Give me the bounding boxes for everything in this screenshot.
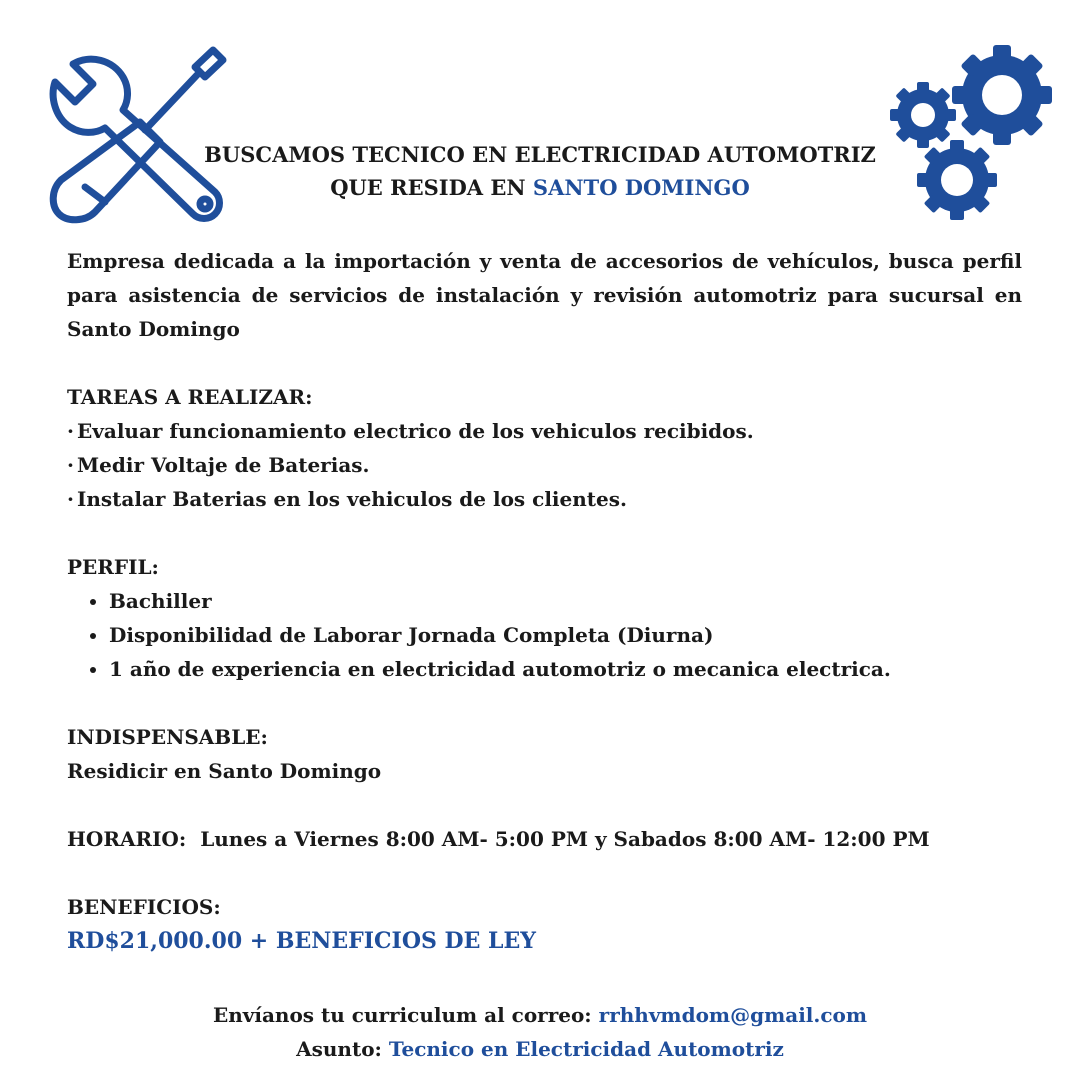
gears-icon — [885, 40, 1055, 230]
contact-footer — [0, 998, 1080, 1066]
job-description — [67, 244, 1022, 958]
subject-value: Tecnico en Electricidad Automotriz — [388, 1037, 784, 1061]
tareas-heading: TAREAS A REALIZAR: — [67, 385, 313, 409]
title-line-2-prefix: QUE RESIDA EN — [330, 175, 533, 200]
page-title — [200, 138, 880, 204]
beneficios-value: RD$21,000.00 + BENEFICIOS DE LEY — [67, 928, 537, 954]
email-link[interactable]: rrhhvmdom@gmail.com — [598, 1003, 868, 1027]
list-item: • Disponibilidad de Laborar Jornada Completa (Diurna) — [109, 618, 1022, 652]
horario-text: Lunes a Viernes 8:00 AM- 5:00 PM y Sabados 8:00 AM- 12:00 PM — [200, 827, 930, 851]
indispensable-text: Residicir en Santo Domingo — [67, 759, 382, 783]
tareas-list — [67, 414, 1022, 516]
horario-label: HORARIO: — [67, 827, 187, 851]
list-item: · Evaluar funcionamiento electrico de los vehiculos recibidos. — [67, 414, 1022, 448]
title-location: SANTO DOMINGO — [532, 175, 750, 200]
title-line-1: BUSCAMOS TECNICO EN ELECTRICIDAD AUTOMOTRIZ — [204, 142, 876, 167]
perfil-list — [67, 584, 1022, 686]
horario — [67, 822, 1022, 856]
email-label: Envíanos tu curriculum al correo: — [212, 1003, 599, 1027]
subject-line — [0, 1032, 1080, 1066]
list-item: • 1 año de experiencia en electricidad automotriz o mecanica electrica. — [109, 652, 1022, 686]
perfil-heading: PERFIL: — [67, 555, 159, 579]
beneficios-heading: BENEFICIOS: — [67, 895, 221, 919]
list-item: · Instalar Baterias en los vehiculos de los clientes. — [67, 482, 1022, 516]
subject-label: Asunto: — [296, 1037, 389, 1061]
list-item: • Bachiller — [109, 584, 1022, 618]
intro-paragraph: Empresa dedicada a la importación y venta de accesorios de vehículos, busca perfil para asistencia de servicios de instalación y revisión automotriz para sucursal en Santo Domingo — [67, 249, 1022, 341]
indispensable-heading: INDISPENSABLE: — [67, 725, 268, 749]
email-line — [0, 998, 1080, 1032]
title-line-2 — [200, 171, 880, 204]
list-item: · Medir Voltaje de Baterias. — [67, 448, 1022, 482]
